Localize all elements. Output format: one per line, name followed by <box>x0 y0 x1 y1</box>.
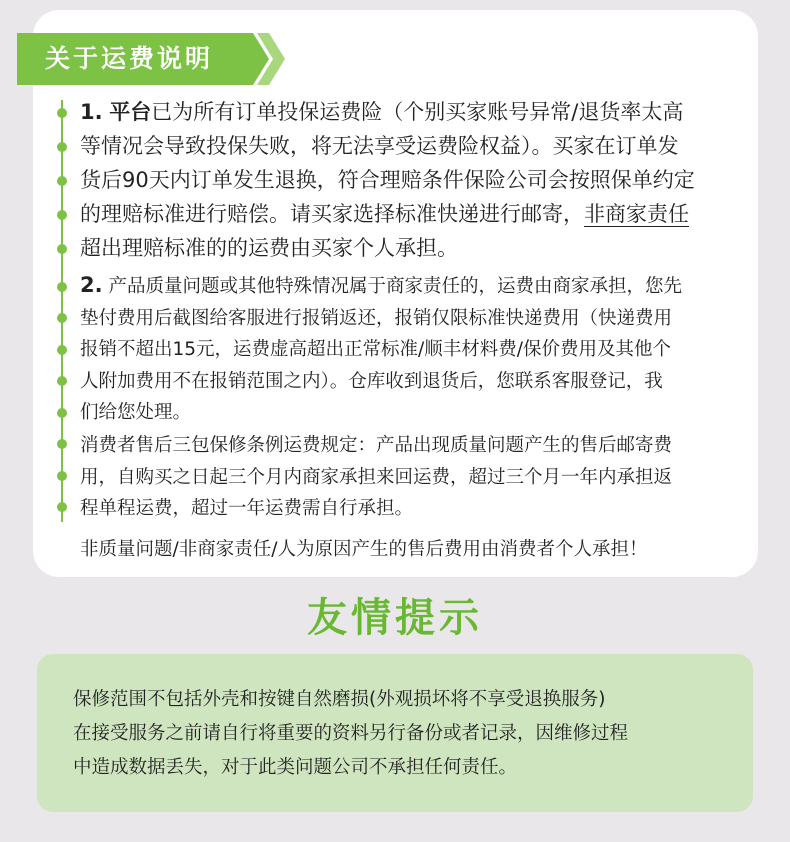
section-1-line: 货后90天内订单发生退换，符合理赔条件保险公司会按照保单约定 <box>80 168 695 192</box>
timeline-dot <box>57 313 67 323</box>
section-1-line <box>80 95 750 129</box>
section-1-bold-lead: 平台 <box>109 100 152 124</box>
timeline-line <box>61 100 63 522</box>
section-1-line-1-text: 已为所有订单投保运费险（个别买家账号异常/退货率太高 <box>151 100 684 124</box>
section-header-ribbon <box>17 33 285 85</box>
timeline-dot <box>57 142 67 152</box>
tips-line: 在接受服务之前请自行将重要的资料另行备份或者记录，因维修过程 <box>73 723 629 744</box>
timeline-dot <box>57 108 67 118</box>
section-4-line: 非质量问题/非商家责任/人为原因产生的售后费用由消费者个人承担！ <box>80 539 648 560</box>
section-2-line: 人附加费用不在报销范围之内）。仓库收到退货后，您联系客服登记，我 <box>80 370 663 392</box>
section-2-number: 2. <box>80 273 103 297</box>
section-3-warranty-freight-rules <box>80 430 750 525</box>
section-2-line: 报销不超出15元，运费虚高超出正常标准/顺丰材料费/保价费用及其他个 <box>80 339 672 360</box>
timeline-dot <box>57 471 67 481</box>
tips-text <box>73 683 743 785</box>
section-2-line: 们给您处理。 <box>80 402 192 423</box>
section-3-line: 程单程运费，超过一年运费需自行承担。 <box>80 498 414 519</box>
timeline-dot <box>57 345 67 355</box>
section-1-line-4-text: 的理赔标准进行赔偿。请买家选择标准快递进行邮寄， <box>80 202 584 226</box>
section-2-line: 垫付费用后截图给客服进行报销返还，报销仅限标准快递费用（快递费用 <box>80 307 673 329</box>
timeline-dot <box>57 282 67 292</box>
section-2-line <box>80 270 750 303</box>
section-1-line <box>80 197 750 231</box>
section-1-platform-insurance <box>80 95 750 265</box>
timeline-dot <box>57 439 67 449</box>
non-merchant-liability-underlined: 非商家责任 <box>584 202 689 226</box>
section-2-line-1-text: 产品质量问题或其他特殊情况属于商家责任的，运费由商家承担，您先 <box>108 276 682 297</box>
timeline-dot <box>57 502 67 512</box>
timeline-dot <box>57 376 67 386</box>
section-3-line: 消费者售后三包保修条例运费规定：产品出现质量问题产生的售后邮寄费 <box>80 435 673 456</box>
timeline-dot <box>57 210 67 220</box>
tips-line: 保修范围不包括外壳和按键自然磨损(外观损坏将不享受退换服务) <box>73 689 606 710</box>
timeline-dot <box>57 176 67 186</box>
section-1-line: 等情况会导致投保失败，将无法享受运费险权益）。买家在订单发 <box>80 134 679 158</box>
section-4-non-quality-issues <box>80 534 750 566</box>
timeline-dot <box>57 408 67 418</box>
section-1-number: 1. <box>80 100 103 124</box>
tips-line: 中造成数据丢失，对于此类问题公司不承担任何责任。 <box>73 757 518 778</box>
tips-title: 友情提示 <box>307 595 483 641</box>
timeline-dot <box>57 244 67 254</box>
section-title: 关于运费说明 <box>45 44 214 73</box>
section-3-line: 用，自购买之日起三个月内商家承担来回运费，超过三个月一年内承担返 <box>80 466 673 488</box>
section-2-merchant-liability <box>80 270 750 429</box>
section-1-line: 超出理赔标准的的运费由买家个人承担。 <box>80 236 458 260</box>
